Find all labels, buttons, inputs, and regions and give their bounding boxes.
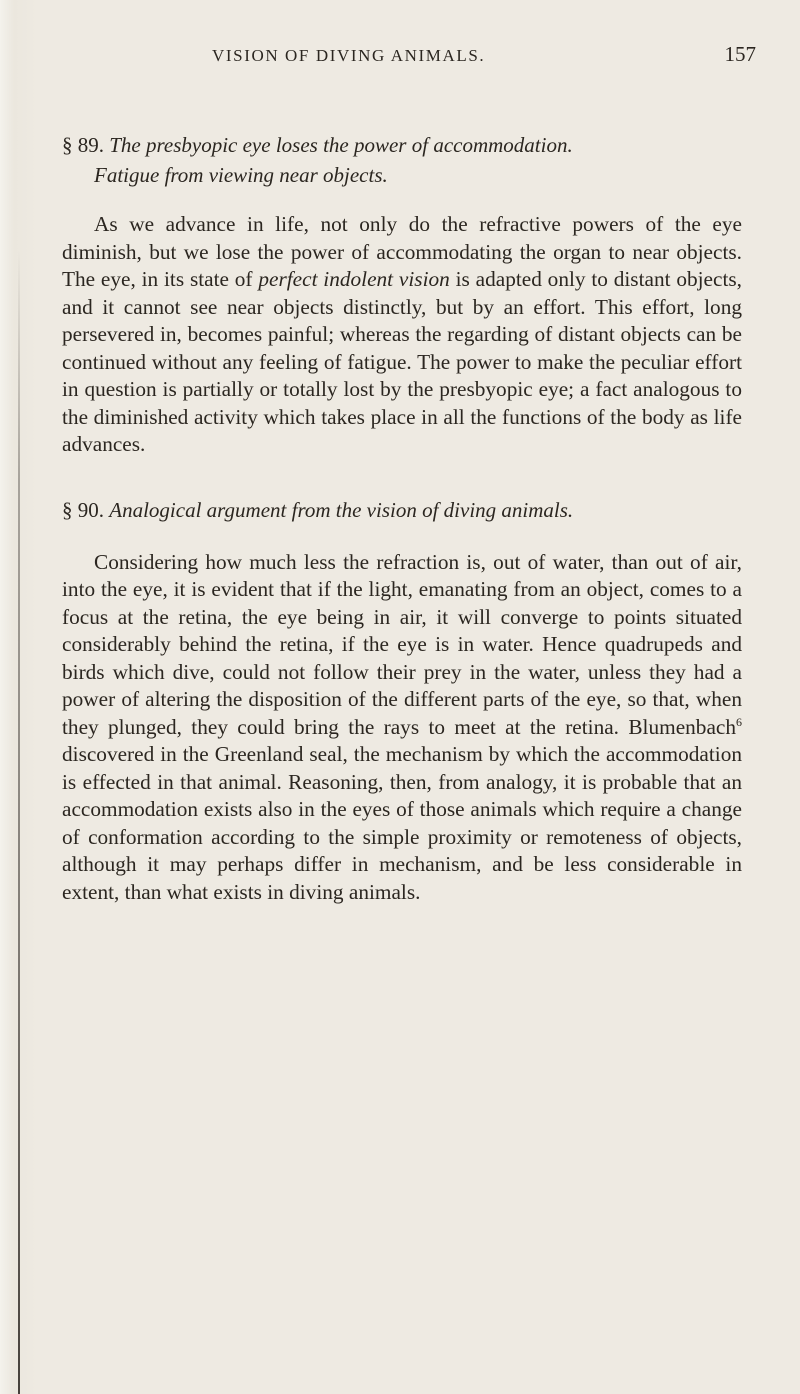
section-89-text-a: As we advance in life, not only do the refractive powers of the eye diminish, but we lose the power of accommodating the organ to near objects. The eye, in its state of bbox=[62, 212, 742, 291]
section-89-number: § 89. bbox=[62, 133, 104, 157]
section-89-text-b: is adapted only to distant objects, and it cannot see near objects distinctly, but by an effort. This effort, long persevered in, becomes painful; whereas the regarding of distant objects can be continued without any feeling of fatigue. The power to make the peculiar effort in question is partially or totally lost by the presbyopic eye; a fact analogous to the diminished activity which takes place in all the functions of the body as life advances. bbox=[62, 267, 742, 456]
section-89-title-line1: The presbyopic eye loses the power of accommodation. bbox=[109, 133, 573, 157]
book-page bbox=[62, 42, 756, 906]
running-head-title: VISION OF DIVING ANIMALS. bbox=[212, 46, 486, 65]
section-89-emphasis: perfect indolent vision bbox=[258, 267, 450, 291]
gutter-shadow bbox=[18, 250, 20, 1394]
section-90-heading bbox=[62, 495, 742, 525]
section-90-text-a: Considering how much less the refraction is, out of water, than out of air, into the eye, it is evident that if the light, emanating from an object, comes to a focus at the retina, the eye being in air, it will converge to points situated considerably behind the retina, if the eye is in water. Hence quadrupeds and birds which dive, could not follow their prey in the water, unless they had a power of altering the disposition of the different parts of the eye, so that, when they plunged, they could bring the rays to meet at the retina. Blumenbach bbox=[62, 549, 742, 739]
section-90-number: § 90. bbox=[62, 497, 104, 522]
section-90-text-b: discovered in the Greenland seal, the mechanism by which the accommodation is effected in that animal. Reasoning, then, from analogy, it is probable that an accommodation exists also in the eyes of those animals which require a change of conformation according to the simple proximity or remoteness of objects, although it may perhaps differ in mechanism, and be less considerable in extent, than what exists in diving animals. bbox=[62, 742, 742, 904]
section-89-paragraph bbox=[62, 211, 742, 459]
section-89-title-line2: Fatigue from viewing near objects. bbox=[94, 163, 388, 187]
footnote-reference: 6 bbox=[736, 714, 742, 729]
section-90-title: Analogical argument from the vision of diving animals. bbox=[109, 497, 574, 522]
running-head bbox=[62, 42, 756, 76]
section-89-heading bbox=[62, 130, 742, 190]
page-number: 157 bbox=[724, 42, 756, 66]
section-90-paragraph bbox=[62, 549, 742, 907]
